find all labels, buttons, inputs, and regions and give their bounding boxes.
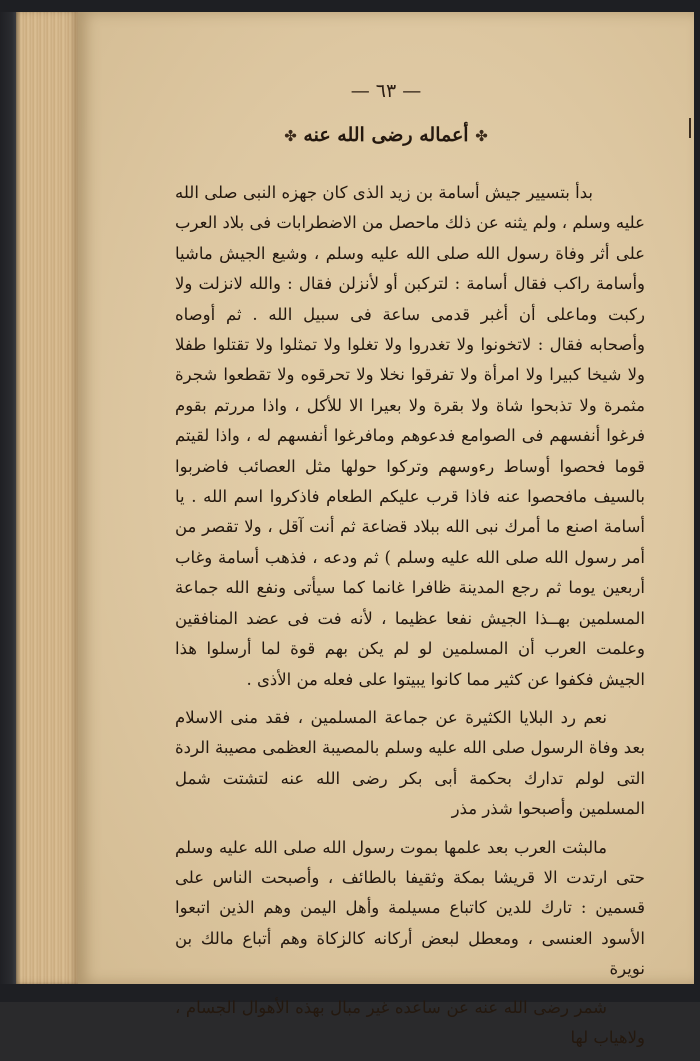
scan-top-border [0, 0, 700, 12]
paragraph-2: نعم رد البلايا الكثيرة عن جماعة المسلمين ، فقد منى الاسلام بعد وفاة الرسول صلى الله عليه وسلم بالمصيبة العظمى مصيبة الردة التى لولم تدارك بحكمة أبى بكر رضى الله عنه لتشتت شمل المسلمين وأصبحوا شذر مذر [175, 707, 645, 819]
scan-right-border [694, 0, 700, 1002]
page-number: — ٦٣ — [350, 80, 422, 102]
body-text [175, 178, 645, 1061]
section-title [78, 124, 694, 146]
paragraph-4: شمر رضى الله عنه عن ساعده غير مبال بهذه الأهوال الجسام ، ولاهياب لها [175, 997, 645, 1047]
paragraph-1: بدأ بتسيير جيش أسامة بن زيد الذى كان جهزه النبى صلى الله عليه وسلم ، ولم يثنه عن ذلك ماحصل من الاضطرابات فى بلاد العرب على أثر وفاة رسول الله صلى الله عليه وسلم ، وشيع الجيش ماشيا وأسامة راكب فقال أسامة : لتركبن أو لأنزلن فقال : والله لانزلت ولا ركبت وماعلى أن أغبر قدمى ساعة فى سبيل الله . ثم أوصاه وأصحابه فقال : لاتخونوا ولا تغدروا ولا تغلوا ولا تمثلوا ولا تقتلوا طفلا ولا شيخا كبيرا ولا امرأة ولا تفرقوا نخلا ولا تحرقوه ولا تقطعوا شجرة مثمرة ولا تذبحوا شاة ولا بقرة ولا بعيرا الا للأكل ، واذا مررتم بقوم فرغوا أنفسهم فى الصوامع فدعوهم ومافرغوا أنفسهم له ، واذا لقيتم قوما فحصوا أوساط رءوسهم وتركوا حولها مثل العصائب فاضربوا بالسيف مافحصوا عنه فاذا قرب عليكم الطعام فاذكروا اسم الله . يا أسامة اصنع ما أمرك نبى الله ببلاد قضاعة ثم أنت آقل ، ولا تقصر من أمر رسول الله صلى الله عليه وسلم ) ثم ودعه ، فذهب أسامة وغاب أربعين يوما ثم رجع المدينة ظافرا غانما كما سيأتى ونفع الله جماعة المسلمين بهــذا الجيش نفعا عظيما ، لأنه فت فى عضد المنافقين وعلمت العرب أن المسلمين لو لم يكن بهم قوة لما أرسلوا هذا الجيش فكفوا عن كثير مما كانوا يبيتوا على فعله من الأذى . [175, 183, 645, 689]
title-ornament-left: ✤ [284, 127, 297, 145]
book-page-edges [16, 10, 80, 985]
paragraph-3: مالبثت العرب بعد علمها بموت رسول الله صلى الله عليه وسلم حتى ارتدت الا قريشا بمكة وثقيفا بالطائف ، وأصبحت الناس على قسمين : تارك للدين كاتباع مسيلمة وأهل اليمن وهم الذين اتبعوا الأسود العنسى ، ومعطل لبعض أركانه كالزكاة وهم أتباع مالك بن نويرة [175, 837, 645, 979]
title-ornament-right: ✤ [475, 127, 488, 145]
section-title-text: أعماله رضى الله عنه [303, 124, 469, 146]
